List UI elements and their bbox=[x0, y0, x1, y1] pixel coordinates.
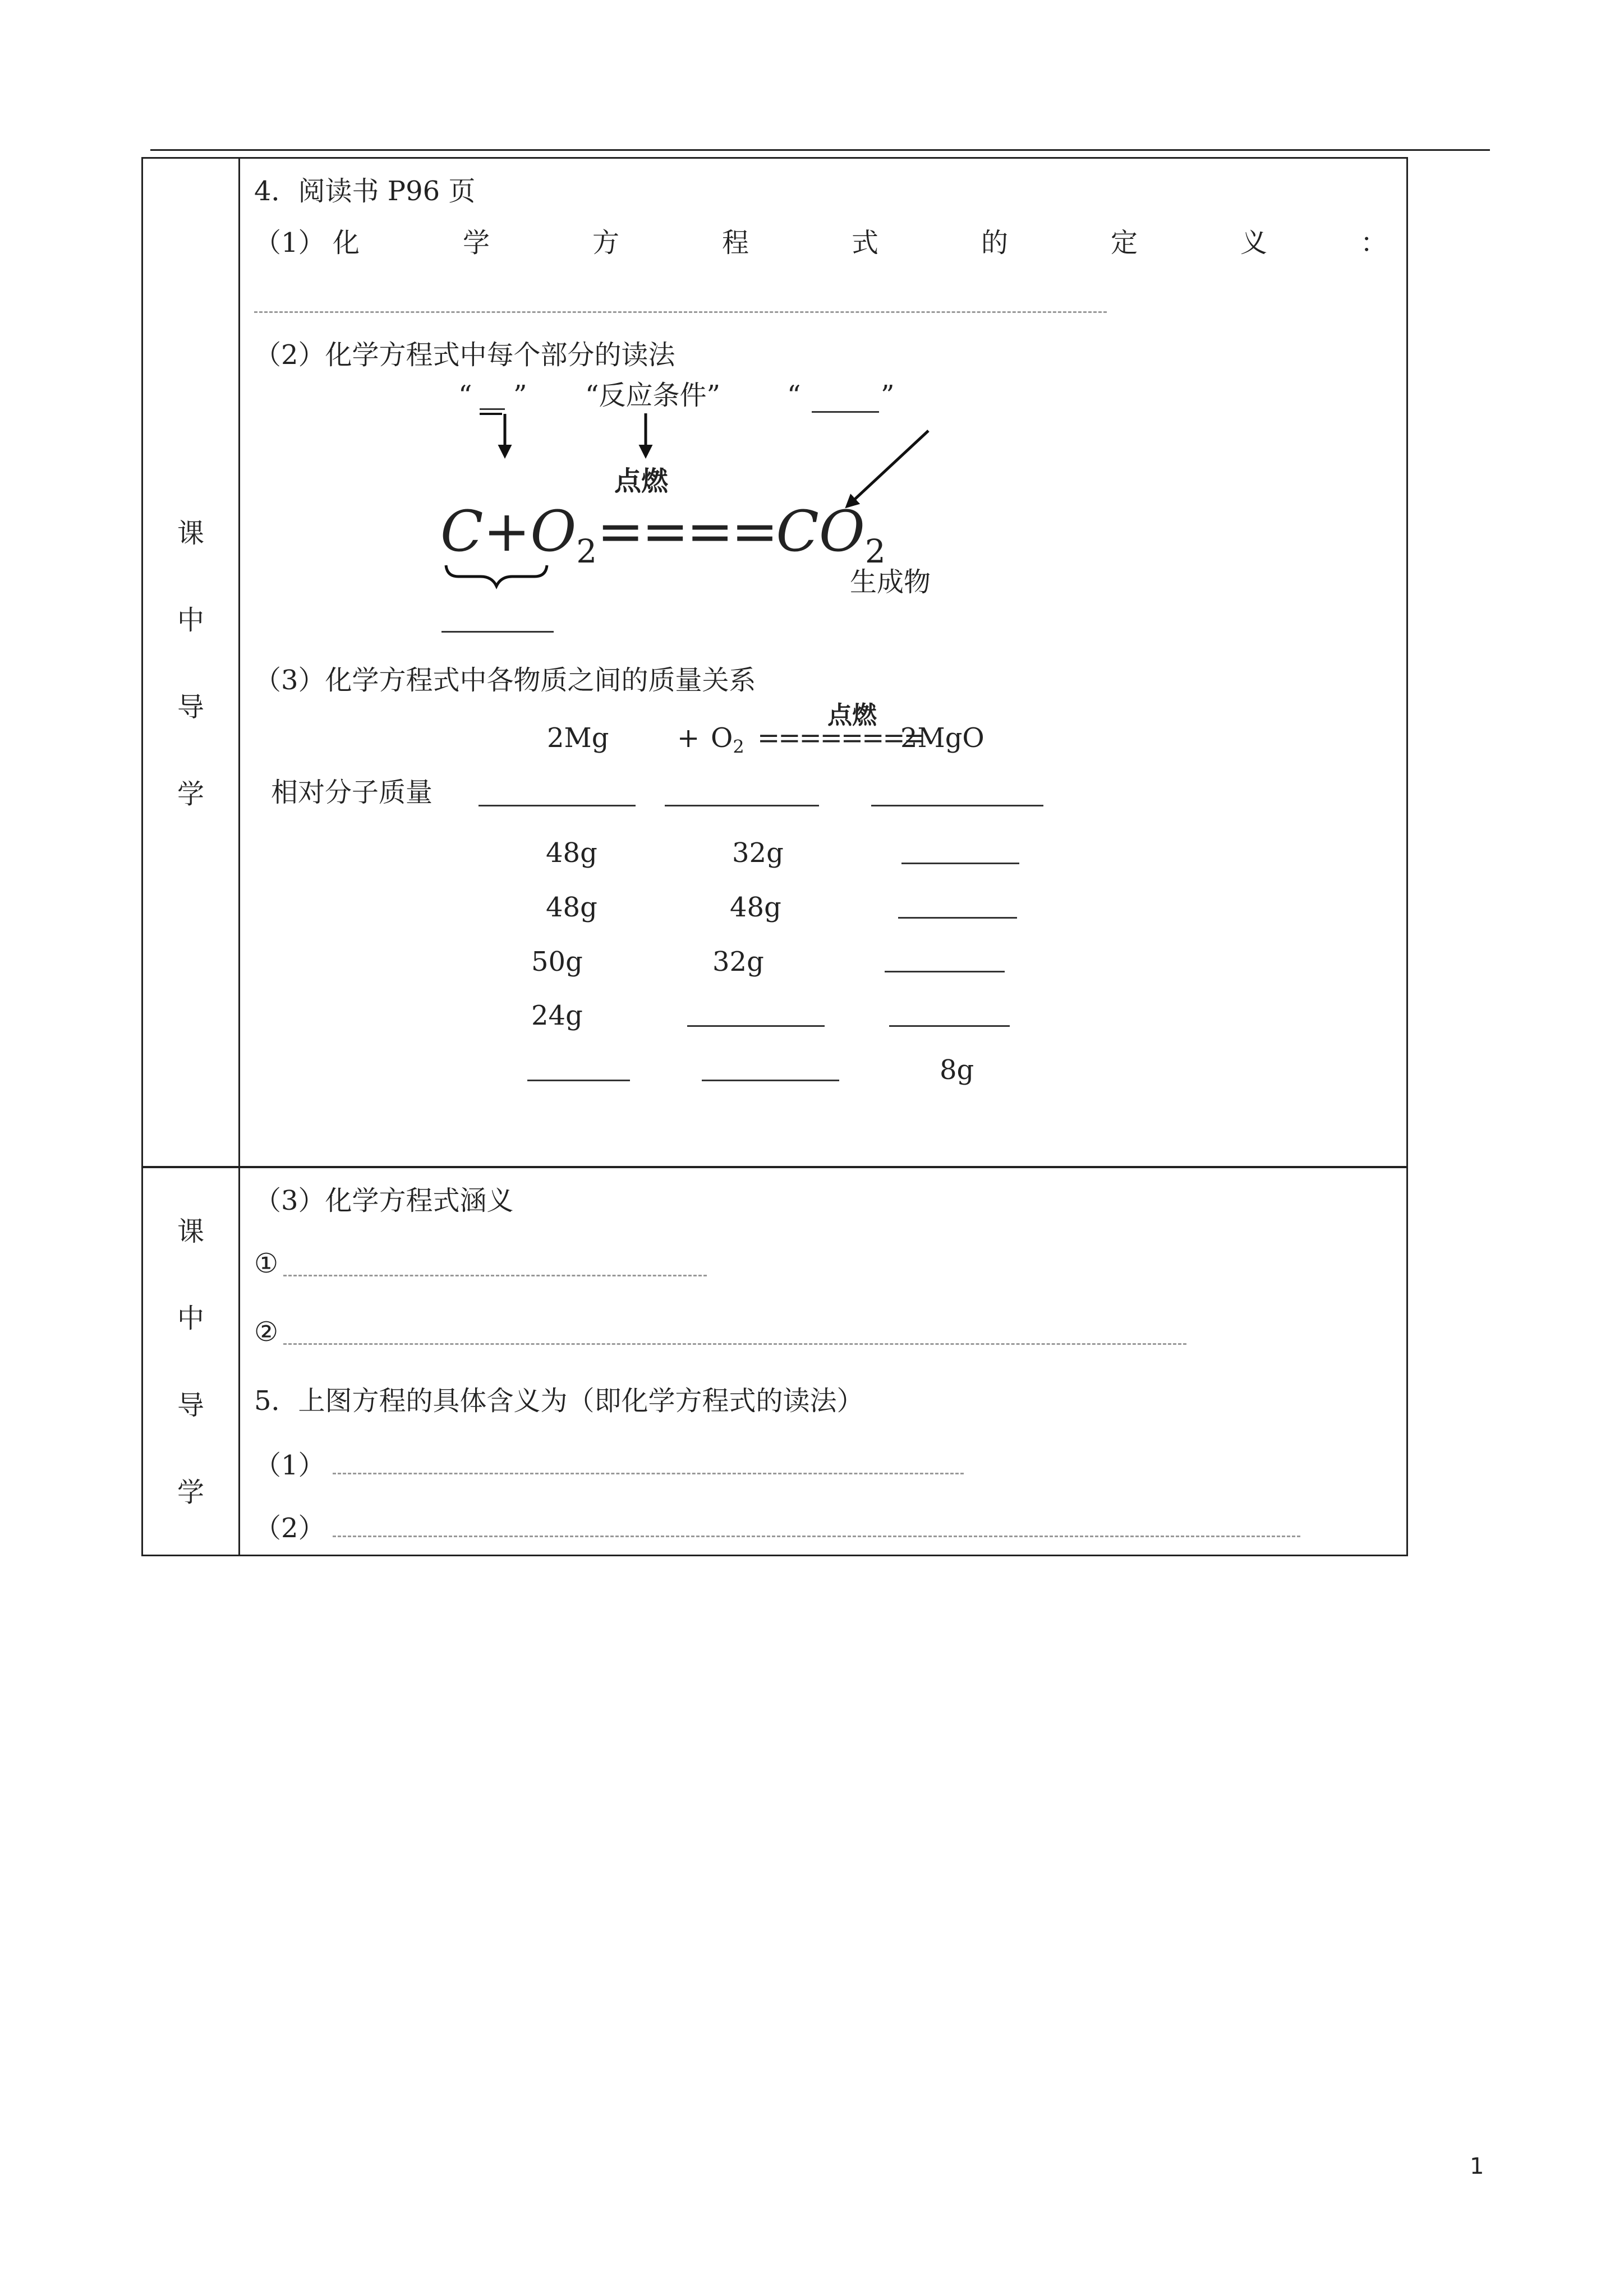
mass-cell: 48g bbox=[730, 892, 781, 923]
q1-char: 学 bbox=[463, 227, 490, 259]
label-char: 学 bbox=[177, 1477, 204, 1508]
section-equation-meaning bbox=[141, 1167, 1408, 1556]
formula-o: O bbox=[530, 499, 577, 564]
arrow-to-product bbox=[847, 431, 928, 506]
mass-cell: 48g bbox=[546, 837, 597, 869]
mass-blank[interactable] bbox=[885, 971, 1005, 972]
item1-marker: ① bbox=[254, 1248, 279, 1279]
section-label-column bbox=[143, 159, 240, 1166]
label-char: 中 bbox=[177, 605, 204, 636]
item2-marker: ② bbox=[254, 1316, 279, 1348]
quote-open: “ bbox=[458, 380, 472, 411]
q1-char: 化 bbox=[333, 227, 360, 259]
mass-cell: 32g bbox=[712, 946, 764, 978]
mass-blank[interactable] bbox=[889, 1025, 1010, 1027]
sub1-marker: （1） bbox=[254, 1450, 325, 1481]
sub2-marker: （2） bbox=[254, 1513, 325, 1544]
mass-cell: 32g bbox=[732, 837, 784, 869]
heading-reading: 4．阅读书 P96 页 bbox=[254, 176, 476, 207]
sub2-answer-line[interactable] bbox=[333, 1536, 1300, 1537]
formula-plus: + bbox=[483, 499, 531, 564]
product-label: 生成物 bbox=[850, 566, 931, 598]
q1-char: 定 bbox=[1111, 227, 1138, 259]
q1-char: ： bbox=[1360, 227, 1388, 259]
mass-blank[interactable] bbox=[901, 863, 1019, 864]
mass-cell: 50g bbox=[531, 946, 583, 978]
q3-meaning-text: （3）化学方程式涵义 bbox=[254, 1185, 514, 1216]
section-content bbox=[238, 1168, 1406, 1555]
formula bbox=[440, 501, 886, 582]
eq2-product: 2MgO bbox=[900, 722, 984, 754]
mass-blank[interactable] bbox=[687, 1025, 825, 1027]
eq2-reactant2: $O_2$ bbox=[711, 722, 744, 758]
label-char: 中 bbox=[177, 1303, 204, 1334]
q1-char: 程 bbox=[722, 227, 749, 259]
q1-char: 义 bbox=[1240, 227, 1268, 259]
formula-co-sub: 2 bbox=[864, 532, 886, 570]
section-label-column bbox=[143, 1168, 240, 1555]
label-char: 课 bbox=[177, 518, 204, 549]
q1-prefix: （1） bbox=[254, 227, 325, 259]
quote-open: “ bbox=[787, 380, 801, 411]
rel-mass-label: 相对分子质量 bbox=[271, 777, 433, 808]
mass-cell: 48g bbox=[546, 892, 597, 923]
q1-char: 式 bbox=[852, 227, 879, 259]
formula-o-sub: 2 bbox=[576, 532, 597, 570]
quote-close: ” bbox=[513, 380, 527, 411]
label-char: 学 bbox=[177, 778, 204, 810]
q3-text: （3）化学方程式中各物质之间的质量关系 bbox=[254, 665, 756, 696]
rel-mass-blank-o2[interactable] bbox=[665, 805, 819, 806]
condition-text: 点燃 bbox=[614, 465, 669, 497]
label-char: 课 bbox=[177, 1216, 204, 1247]
formula-c: C bbox=[440, 499, 484, 564]
eq2-condition: 点燃 bbox=[827, 701, 877, 730]
rel-mass-blank-mgo[interactable] bbox=[871, 805, 1043, 806]
q1-char: 的 bbox=[981, 227, 1009, 259]
section-content bbox=[238, 159, 1406, 1166]
q2-text: （2）化学方程式中每个部分的读法 bbox=[254, 339, 675, 371]
quote-close: ” bbox=[881, 380, 895, 411]
formula-equals: ==== bbox=[597, 499, 776, 564]
page-number: 1 bbox=[1470, 2154, 1484, 2179]
condition-label: “反应条件” bbox=[585, 380, 721, 411]
mass-cell: 8g bbox=[940, 1054, 974, 1086]
header-rule bbox=[150, 149, 1490, 151]
mass-blank[interactable] bbox=[702, 1080, 839, 1081]
eq2-reactant1: 2Mg bbox=[547, 722, 609, 754]
mass-blank[interactable] bbox=[898, 917, 1017, 919]
rel-mass-blank-mg[interactable] bbox=[479, 805, 636, 806]
q5-text: 5．上图方程的具体含义为（即化学方程式的读法） bbox=[254, 1385, 864, 1417]
mass-cell: 24g bbox=[531, 1000, 583, 1031]
formula-co: CO bbox=[776, 499, 865, 564]
item1-answer-line[interactable] bbox=[283, 1275, 707, 1276]
label-char: 导 bbox=[177, 691, 204, 723]
reactants-answer-blank bbox=[441, 631, 554, 633]
eq2-plus: + bbox=[677, 722, 700, 754]
sub1-answer-line[interactable] bbox=[333, 1473, 964, 1474]
item2-answer-line[interactable] bbox=[283, 1343, 1186, 1345]
eq2-equals: ======== bbox=[757, 722, 924, 754]
mass-blank[interactable] bbox=[527, 1080, 630, 1081]
section-reading-equation bbox=[141, 157, 1408, 1168]
q1-char: 方 bbox=[592, 227, 620, 259]
label-char: 导 bbox=[177, 1390, 204, 1421]
